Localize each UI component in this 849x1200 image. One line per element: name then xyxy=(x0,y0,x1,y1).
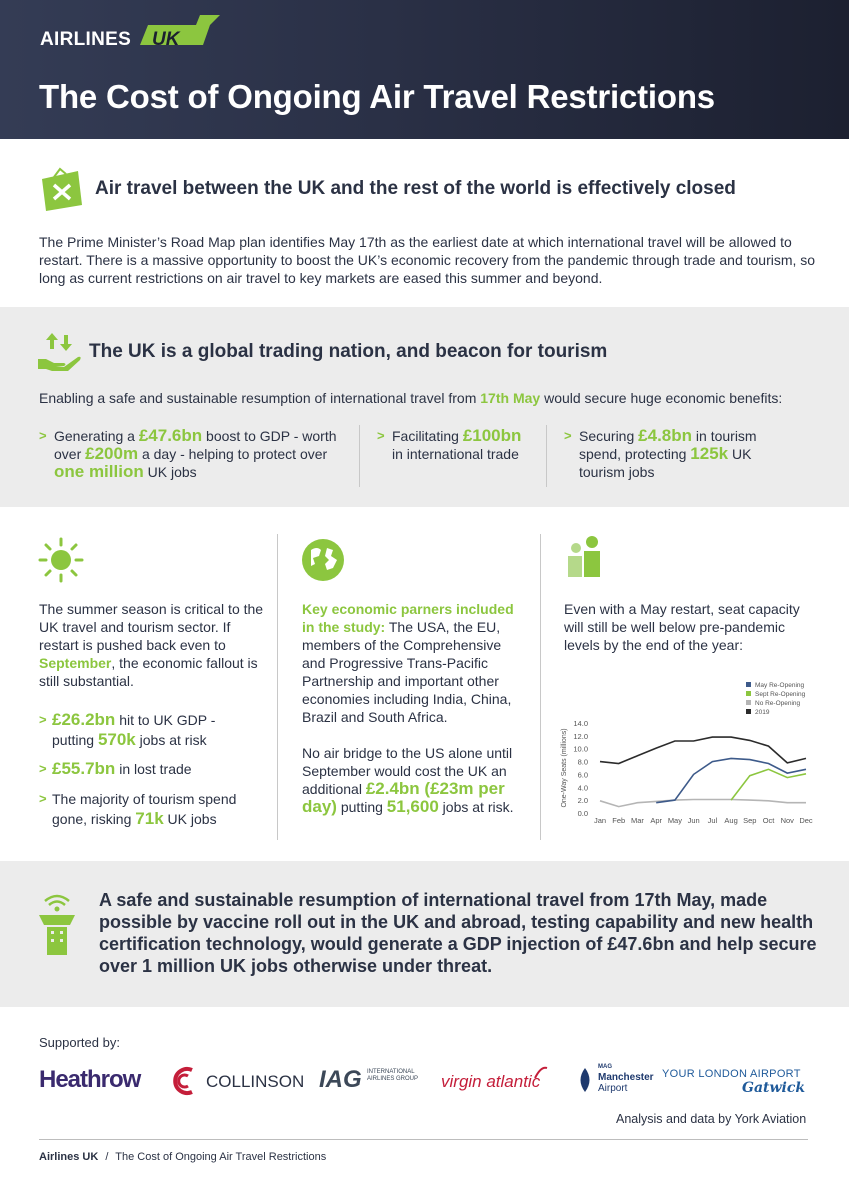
chart-series-line-no-re-opening xyxy=(600,800,806,807)
chart-y-tick-label: 2.0 xyxy=(577,796,588,806)
chart-y-tick-label: 10.0 xyxy=(573,744,588,754)
section1-body: The Prime Minister’s Road Map plan identifies May 17th as the earliest date at which international travel will be allowed to restart. There is a massive opportunity to boost the UK’s economic recovery from the pandemic through trade and tourism, so long as current restrictions on air travel to key markets are eased this summer and beyond. xyxy=(39,234,816,286)
chart-y-tick-label: 14.0 xyxy=(573,719,588,728)
page-title: The Cost of Ongoing Air Travel Restrictions xyxy=(39,78,715,115)
sun-icon xyxy=(38,537,84,583)
chart-x-tick-label: Aug xyxy=(724,816,738,825)
divider xyxy=(540,534,541,840)
chart-legend-swatch xyxy=(746,709,751,714)
footer-brand: Airlines UK xyxy=(39,1151,99,1163)
chart-series-line-2019 xyxy=(600,737,806,763)
collinson-logo xyxy=(170,1066,305,1096)
chart-y-tick-label: 8.0 xyxy=(577,757,588,767)
benefit-tourism-text: Securing £4.8bn in tourism spend, protecting 125k UK tourism jobs xyxy=(579,426,757,480)
virgin-mark-icon xyxy=(533,1064,549,1080)
iag-text: IAG xyxy=(319,1066,362,1093)
intro-text: Enabling a safe and sustainable resumption of international travel from xyxy=(39,390,481,406)
chevron-right-icon: > xyxy=(564,428,572,443)
control-tower-icon xyxy=(36,891,78,955)
supported-by-label: Supported by: xyxy=(39,1035,120,1050)
section1-title: Air travel between the UK and the rest of the world is effectively closed xyxy=(95,178,736,199)
chart-y-tick-label: 6.0 xyxy=(577,770,588,780)
bullet-lost-trade: > £55.7bn in lost trade xyxy=(39,759,192,778)
collinson-text: COLLINSON xyxy=(206,1072,305,1091)
footer-divider xyxy=(39,1139,808,1140)
chart-x-tick-label: Dec xyxy=(799,816,813,825)
conclusion-section xyxy=(0,861,849,1007)
chart-x-tick-label: Sep xyxy=(743,816,757,825)
chevron-right-icon: > xyxy=(39,428,47,443)
header xyxy=(0,0,849,139)
globe-icon xyxy=(301,538,345,582)
summer-season-text: The summer season is critical to the UK travel and tourism sector. If restart is pushed back even to September, the economic fallout is still substantial. xyxy=(39,601,264,689)
chart-x-tick-label: May xyxy=(667,816,682,825)
chart-x-tick-label: Apr xyxy=(650,816,663,825)
chart-legend-label: Sept Re-Opening xyxy=(755,691,806,698)
chevron-right-icon: > xyxy=(39,761,47,776)
manchester-text: Manchester xyxy=(598,1072,654,1083)
chart-y-tick-label: 4.0 xyxy=(577,783,588,793)
gatwick-tagline: YOUR LONDON AIRPORT xyxy=(662,1068,801,1080)
chart-x-tick-label: Jun xyxy=(687,816,700,825)
virgin-text: virgin atlantic xyxy=(441,1072,541,1091)
benefit-gdp-text: Generating a £47.6bn boost to GDP - worth over £200m a day - helping to protect over one million UK jobs xyxy=(54,426,337,481)
chart-series-line-may-re-opening xyxy=(656,758,806,802)
benefit-trade-text: Facilitating £100bn in international trade xyxy=(392,426,522,462)
partners-text: Key economic parners included in the study: The USA, the EU, members of the Comprehensive and Progressive Trans-Pacific Partnership and important other economies including India, China, Brazil and South Africa. No air bridge to the US alone until September would cost the UK an additional £2.4bn (£23m per day) putting 51,600 jobs at risk. xyxy=(302,601,514,816)
mag-mark-icon xyxy=(576,1066,594,1094)
chart-x-tick-label: Jul xyxy=(707,816,718,825)
chart-legend-swatch xyxy=(746,691,751,696)
trade-section xyxy=(0,307,849,507)
conclusion-text: A safe and sustainable resumption of international travel from 17th May, made possible by vaccine roll out in the UK and abroad, testing capability and new health certification technology, would generate a GDP injection of £47.6bn and help secure over 1 million UK jobs otherwise under threat. xyxy=(99,890,817,976)
iag-subtext: INTERNATIONAL AIRLINES GROUP xyxy=(367,1069,419,1082)
chevron-right-icon: > xyxy=(39,791,47,806)
logo-uk-text: UK xyxy=(152,29,180,50)
chart-y-tick-label: 12.0 xyxy=(573,731,588,741)
heathrow-logo: Heathrow xyxy=(39,1066,141,1093)
bullet-gdp-hit: > £26.2bn hit to UK GDP - putting 570k jobs at risk xyxy=(39,710,216,749)
collinson-mark-icon xyxy=(170,1066,202,1096)
chevron-right-icon: > xyxy=(39,712,47,727)
section2-title: The UK is a global trading nation, and beacon for tourism xyxy=(89,341,608,362)
intro-text-end: would secure huge economic benefits: xyxy=(540,390,783,406)
intro-date: 17th May xyxy=(480,390,541,406)
people-icon xyxy=(564,535,604,577)
chart-legend-label: 2019 xyxy=(755,709,770,716)
chart-x-tick-label: Jan xyxy=(593,816,607,825)
virgin-atlantic-logo xyxy=(441,1066,551,1096)
divider xyxy=(277,534,278,840)
section2-intro xyxy=(39,390,782,406)
divider xyxy=(546,425,547,487)
gatwick-text: Gatwick xyxy=(742,1080,806,1096)
footer-title: The Cost of Ongoing Air Travel Restrictions xyxy=(115,1151,327,1163)
analysis-credit: Analysis and data by York Aviation xyxy=(616,1112,807,1126)
capacity-text: Even with a May restart, seat capacity will still be well below pre-pandemic levels by the end of the year: xyxy=(564,601,800,653)
bullet-tourism-spend: > The majority of tourism spend gone, risking 71k UK jobs xyxy=(39,791,237,828)
seat-capacity-chart xyxy=(552,676,818,832)
airport-text: Airport xyxy=(598,1083,628,1094)
divider xyxy=(359,425,360,487)
chart-y-axis-label: One-Way Seats (millions) xyxy=(561,728,568,808)
chart-x-tick-label: Mar xyxy=(630,816,644,825)
chart-legend-swatch xyxy=(746,682,751,687)
chart-legend-label: May Re-Opening xyxy=(755,682,805,689)
chevron-right-icon: > xyxy=(377,428,385,443)
chart-y-tick-label: 0.0 xyxy=(577,809,588,818)
footer xyxy=(39,1151,326,1163)
footer-separator: / xyxy=(105,1151,109,1163)
iag-logo xyxy=(319,1066,429,1096)
logo-text: AIRLINES xyxy=(40,29,132,50)
chart-legend-label: No Re-Opening xyxy=(755,700,801,707)
gatwick-logo xyxy=(662,1068,810,1098)
hand-exchange-icon xyxy=(38,329,84,375)
closed-luggage-icon xyxy=(38,165,86,213)
chart-legend-swatch xyxy=(746,700,751,705)
chart-x-tick-label: Feb xyxy=(612,816,626,825)
manchester-airport-logo xyxy=(576,1064,656,1096)
chart-x-tick-label: Oct xyxy=(762,816,775,825)
chart-series-line-sept-re-opening xyxy=(731,769,806,800)
mag-text: MAG xyxy=(598,1064,612,1070)
chart-x-tick-label: Nov xyxy=(780,816,794,825)
